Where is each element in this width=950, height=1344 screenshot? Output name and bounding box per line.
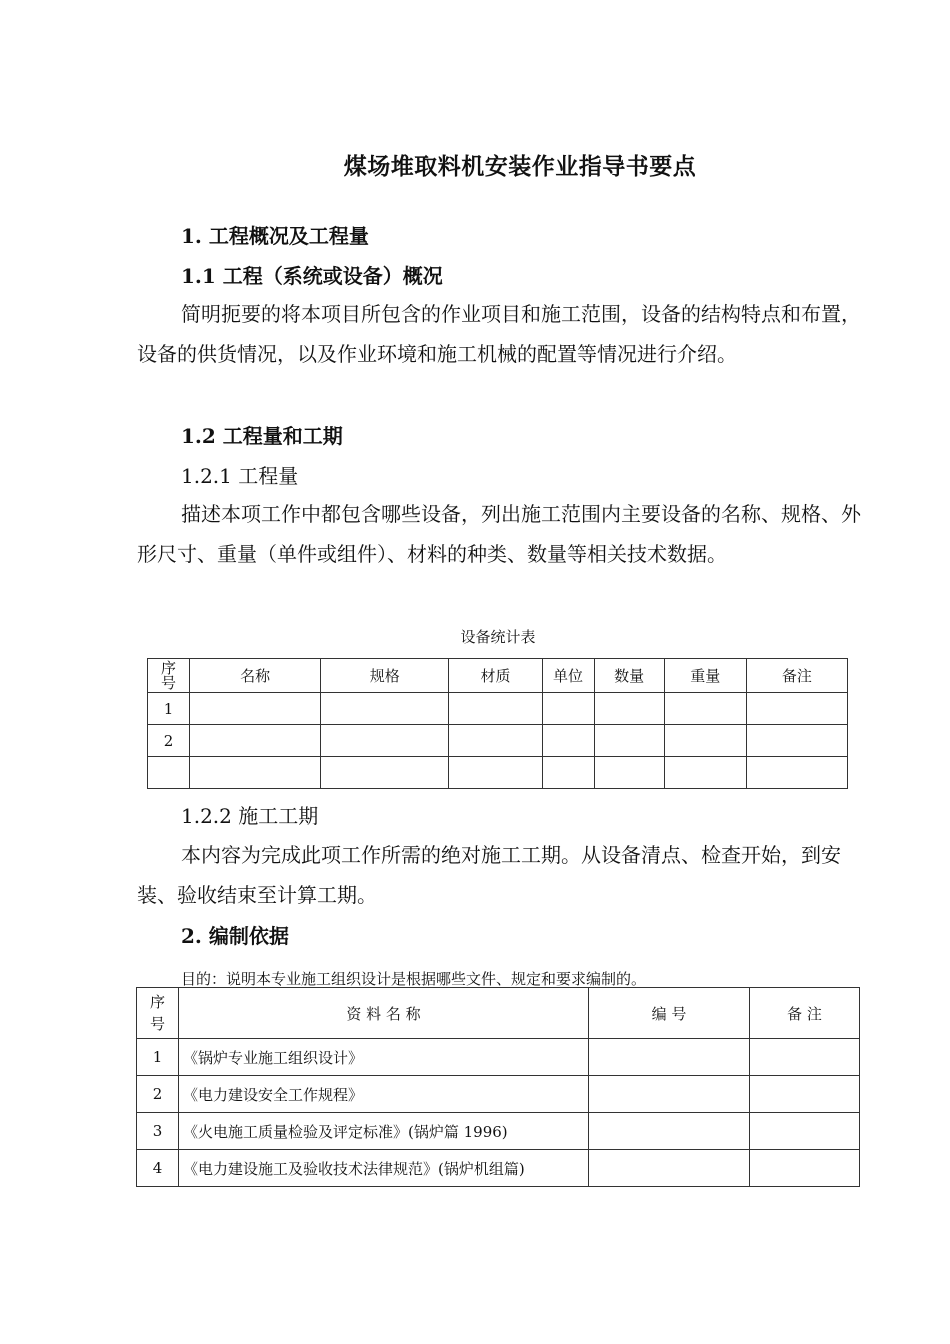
table-header-row xyxy=(137,988,860,1039)
row-document-name: 《火电施工质量检验及评定标准》(锅炉篇 1996) xyxy=(179,1113,589,1150)
paragraph-overview: 简明扼要的将本项目所包含的作业项目和施工范围，设备的结构特点和布置，设备的供货情况，以及作业环境和施工机械的配置等情况进行介绍。 xyxy=(137,302,861,366)
reference-table xyxy=(136,987,860,1187)
header-seq: 序 号 xyxy=(148,659,190,693)
row-document-name: 《电力建设施工及验收技术法律规范》(锅炉机组篇) xyxy=(179,1150,589,1187)
header-remark: 备注 xyxy=(746,659,847,693)
header-seq: 序 号 xyxy=(137,988,179,1039)
table-caption: 设备统计表 xyxy=(460,628,536,646)
table-row xyxy=(148,725,848,757)
header-remark: 备 注 xyxy=(750,988,860,1039)
table-row xyxy=(148,693,848,725)
row-seq: 1 xyxy=(148,693,190,725)
row-document-name: 《电力建设安全工作规程》 xyxy=(179,1076,589,1113)
header-document-name: 资 料 名 称 xyxy=(179,988,589,1039)
header-weight: 重量 xyxy=(664,659,746,693)
table-row xyxy=(148,757,848,789)
purpose-note: 目的：说明本专业施工组织设计是根据哪些文件、规定和要求编制的。 xyxy=(181,970,647,988)
section-heading-2: 2. 编制依据 xyxy=(181,924,289,948)
row-seq: 3 xyxy=(137,1113,179,1150)
document-title: 煤场堆取料机安装作业指导书要点 xyxy=(343,153,697,180)
header-spec: 规格 xyxy=(321,659,449,693)
header-material: 材质 xyxy=(449,659,542,693)
row-seq: 2 xyxy=(137,1076,179,1113)
row-document-name: 《锅炉专业施工组织设计》 xyxy=(179,1039,589,1076)
section-heading-1-2-2: 1.2.2 施工工期 xyxy=(181,804,319,828)
table-row xyxy=(137,1039,860,1076)
header-unit: 单位 xyxy=(542,659,594,693)
section-heading-1-2-1: 1.2.1 工程量 xyxy=(181,464,299,488)
header-name: 名称 xyxy=(190,659,321,693)
table-header-row xyxy=(148,659,848,693)
header-qty: 数量 xyxy=(594,659,664,693)
section-heading-1-1: 1.1 工程（系统或设备）概况 xyxy=(181,264,443,288)
header-code: 编 号 xyxy=(589,988,750,1039)
table-row xyxy=(137,1076,860,1113)
paragraph-schedule: 本内容为完成此项工作所需的绝对施工工期。从设备清点、检查开始，到安装、验收结束至计算工期。 xyxy=(137,843,841,907)
row-seq: 2 xyxy=(148,725,190,757)
equipment-table xyxy=(147,658,848,789)
row-seq: 1 xyxy=(137,1039,179,1076)
section-heading-1-2: 1.2 工程量和工期 xyxy=(181,424,343,448)
paragraph-quantity: 描述本项工作中都包含哪些设备，列出施工范围内主要设备的名称、规格、外形尺寸、重量（单件或组件）、材料的种类、数量等相关技术数据。 xyxy=(137,502,861,566)
table-row xyxy=(137,1113,860,1150)
row-seq: 4 xyxy=(137,1150,179,1187)
table-row xyxy=(137,1150,860,1187)
section-heading-1: 1. 工程概况及工程量 xyxy=(181,224,369,248)
row-seq xyxy=(148,757,190,789)
